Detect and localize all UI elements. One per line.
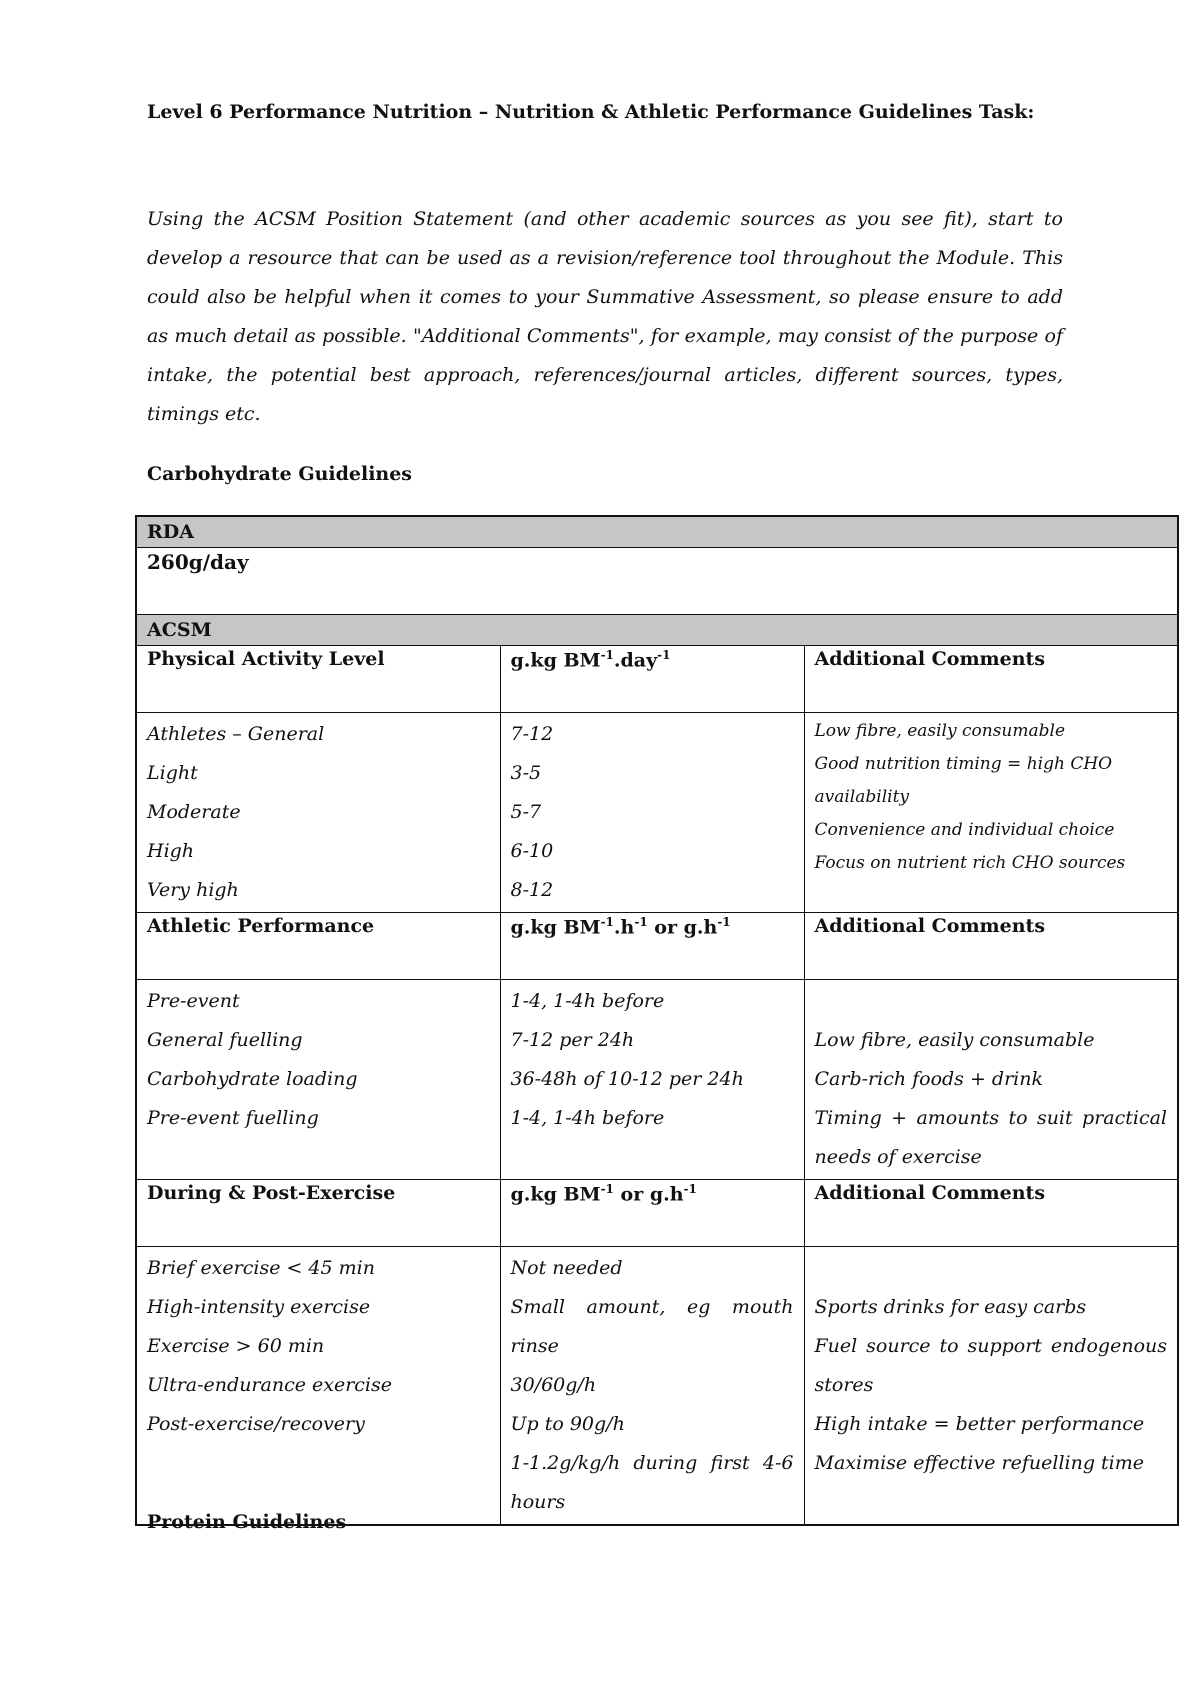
- performance-header-row: [136, 913, 1178, 980]
- during-post-comment-item: Fuel source to support endogenous stores: [814, 1335, 1168, 1396]
- activity-comments-header: Additional Comments: [804, 646, 1178, 713]
- during-post-unit-header: g.kg $BM^{-1}$ or $g.h^{-1}$: [500, 1180, 804, 1247]
- during-post-comments-header: Additional Comments: [804, 1180, 1178, 1247]
- protein-heading: Protein Guidelines: [147, 1511, 347, 1533]
- during-post-amount-item: Up to 90g/h: [510, 1413, 625, 1435]
- activity-amount-item: 6-10: [510, 840, 554, 862]
- performance-comment-item: [815, 982, 1168, 1021]
- activity-data-row: [136, 713, 1178, 913]
- performance-amount-item: 36-48h of 10-12 per 24h: [510, 1068, 744, 1090]
- activity-comment-item: Focus on nutrient rich CHO sources: [814, 853, 1126, 873]
- activity-level-item: Moderate: [147, 801, 241, 823]
- during-post-comment-item: High intake = better performance: [814, 1413, 1145, 1435]
- performance-comments-header: Additional Comments: [804, 913, 1178, 980]
- intro-paragraph: Using the ACSM Position Statement (and other academic sources as you see fit), start to develop a resource that can be used as a revision/reference tool throughout the Module. This could also be helpful when it comes to your Summative Assessment, so please ensure to add as much detail as possible. "Additional Comments", for example, may consist of the purpose of intake, the potential best approach, references/journal articles, different sources, types, timings etc.: [147, 208, 1063, 425]
- during-post-header-row: [136, 1180, 1178, 1247]
- performance-phase-item: General fuelling: [147, 1029, 303, 1051]
- activity-level-item: Very high: [147, 879, 239, 901]
- rda-row: [136, 548, 1178, 615]
- performance-data-row: [136, 980, 1178, 1180]
- performance-phase-item: Carbohydrate loading: [147, 1068, 358, 1090]
- performance-amounts-list: [511, 982, 794, 1138]
- activity-amount-item: 7-12: [510, 723, 554, 745]
- during-post-scenarios-list: [147, 1249, 490, 1444]
- carbohydrate-heading: Carbohydrate Guidelines: [147, 463, 413, 485]
- during-post-comment-item: Sports drinks for easy carbs: [814, 1296, 1087, 1318]
- activity-level-item: Athletes – General: [147, 723, 325, 745]
- during-post-amounts-list: [511, 1249, 794, 1522]
- activity-levels-list: [147, 715, 490, 910]
- during-post-scenario-item: High-intensity exercise: [147, 1296, 371, 1318]
- performance-phase-item: Pre-event: [147, 990, 240, 1012]
- activity-comment-item: Convenience and individual choice: [814, 820, 1115, 840]
- during-post-header: During & Post-Exercise: [136, 1180, 500, 1247]
- during-post-comments-list: [815, 1249, 1168, 1483]
- rda-value: 260g/day: [136, 548, 1178, 615]
- during-post-scenario-item: Brief exercise < 45 min: [147, 1257, 375, 1279]
- document-title: Level 6 Performance Nutrition – Nutrition & Athletic Performance Guidelines Task:: [147, 101, 1035, 123]
- performance-header: Athletic Performance: [136, 913, 500, 980]
- during-post-data-row: [136, 1247, 1178, 1526]
- activity-header-row: [136, 646, 1178, 713]
- performance-comments-list: [815, 982, 1168, 1177]
- performance-phases-list: [147, 982, 490, 1138]
- during-post-amount-item: Small amount, eg mouth rinse: [510, 1296, 794, 1357]
- performance-phase-item: Pre-event fuelling: [147, 1107, 319, 1129]
- activity-amount-item: 5-7: [510, 801, 542, 823]
- acsm-label: ACSM: [136, 615, 1178, 646]
- during-post-amount-item: Not needed: [510, 1257, 623, 1279]
- activity-level-header: Physical Activity Level: [136, 646, 500, 713]
- activity-level-item: High: [147, 840, 195, 862]
- performance-comment-item: Low fibre, easily consumable: [814, 1029, 1095, 1051]
- performance-comment-item: Carb-rich foods + drink: [814, 1068, 1044, 1090]
- activity-amounts-list: [511, 715, 794, 910]
- acsm-band: [136, 615, 1178, 646]
- activity-comment-item: Low fibre, easily consumable: [814, 721, 1066, 741]
- during-post-amount-item: 1-1.2g/kg/h during first 4-6 hours: [510, 1452, 794, 1513]
- during-post-comment-item: Maximise effective refuelling time: [814, 1452, 1145, 1474]
- performance-amount-item: 7-12 per 24h: [510, 1029, 635, 1051]
- performance-comment-item: Timing + amounts to suit practical needs of exercise: [814, 1107, 1168, 1168]
- performance-amount-item: 1-4, 1-4h before: [510, 1107, 665, 1129]
- activity-comments-list: [815, 715, 1168, 880]
- activity-amount-item: 8-12: [510, 879, 554, 901]
- during-post-scenario-item: Exercise > 60 min: [147, 1335, 325, 1357]
- activity-unit-header: g.kg $BM^{-1}.day^{-1}$: [500, 646, 804, 713]
- performance-unit-header: g.kg $BM^{-1}.h^{-1}$ or $g.h^{-1}$: [500, 913, 804, 980]
- activity-amount-item: 3-5: [510, 762, 542, 784]
- activity-comment-item: Good nutrition timing = high CHO availability: [814, 754, 1113, 807]
- during-post-amount-item: 30/60g/h: [510, 1374, 597, 1396]
- activity-level-item: Light: [147, 762, 198, 784]
- during-post-scenario-item: Post-exercise/recovery: [147, 1413, 365, 1435]
- carbohydrate-guidelines-table: [135, 515, 1179, 1526]
- performance-amount-item: 1-4, 1-4h before: [510, 990, 665, 1012]
- rda-label: RDA: [136, 516, 1178, 548]
- rda-band: [136, 516, 1178, 548]
- during-post-scenario-item: Ultra-endurance exercise: [147, 1374, 393, 1396]
- during-post-comment-item: [815, 1249, 1168, 1288]
